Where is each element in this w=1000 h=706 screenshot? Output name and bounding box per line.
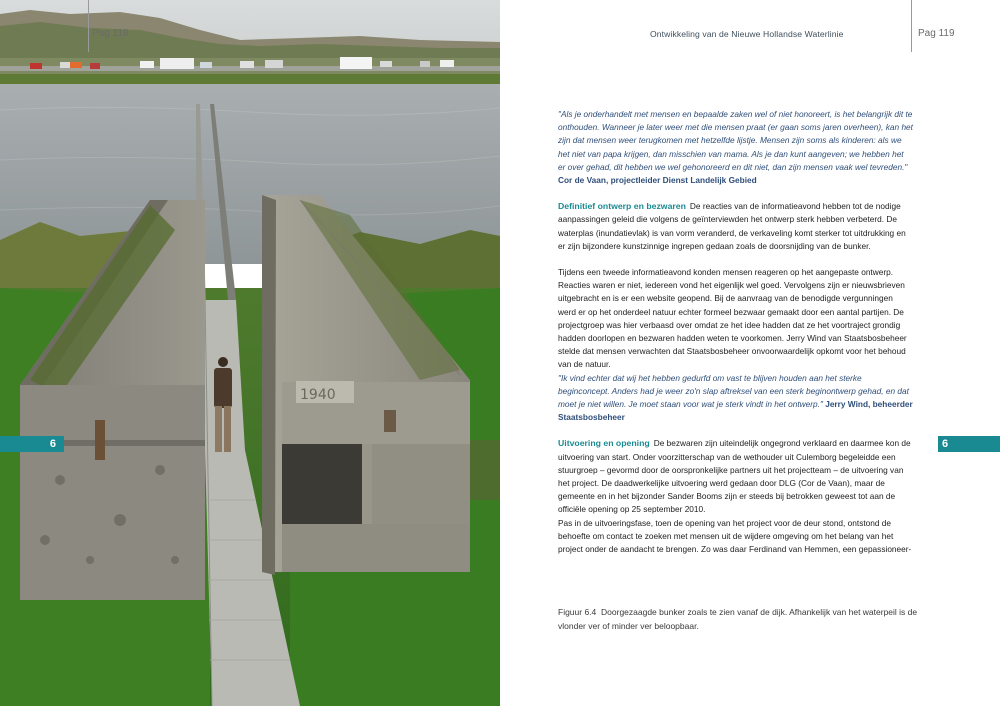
paragraph: De reacties van de informatieavond hebben tot de nodige aanpassingen geleid die volgens de geïnterviewden het ontwerp sterk hebben verbeterd. De waterplas (inundatievlak) is van vorm veranderd, de verkaveling komt sterker tot uitdrukking en er zijn bijzondere kunstzinnige ingrepen gedaan zoals de doorsnijding van de bunker. <box>558 201 906 251</box>
paragraph: De bezwaren zijn uiteindelijk ongegrond verklaard en daarmee kon de uitvoering van start. Onder voorzitterschap van de wethouder uit Culemborg begeleidde een stuurgroep – gevormd door de oorspronkelijke partners uit het projectteam – de uitvoering van het project. De daadwerkelijke uitvoering werd gedaan door DLG (Cor de Vaan), maar de gemeente en in het bijzonder Sander Booms zijn er steeds bij betrokken geweest tot aan de officiële opening op 25 september 2010. <box>558 438 911 515</box>
section-definitief-ontwerp <box>558 200 913 253</box>
caption-label: Figuur 6.4 <box>558 607 597 617</box>
quote-attribution: Jerry Wind, beheerder Staatsbosbeheer <box>558 399 913 423</box>
quote-text: "Als je onderhandelt met mensen en bepaalde zaken wel of niet honoreert, is het belangrijk dit te onthouden. Wanneer je later weer met die mensen praat (er gaan soms jaren overheen), kan het zijn dat mensen weer terugkomen met hetzelfde lijstje. Mensen zijn soms als kinderen: als we het niet van papa krijgen, dan misschien van mama. Als je dan kunt aangeven; we hebben het er over gehad, dit hebben we wel gehonoreerd en dit niet, dan zijn mensen vaak wel tevreden." <box>558 109 913 172</box>
right-page <box>500 0 1000 706</box>
page-number-left: Pag 118 <box>92 28 129 39</box>
caption-text: Doorgezaagde bunker zoals te zien vanaf de dijk. Afhankelijk van het waterpeil is de vlonder ver of minder ver beloopbaar. <box>558 607 918 631</box>
quote-jerry-wind <box>558 372 913 425</box>
paragraph-bezwaren: Tijdens een tweede informatieavond konden mensen reageren op het aangepaste ontwerp. Reacties waren er niet, iedereen vond het eigenlijk wel goed. Vervolgens zijn er nieuwsbrieven uitgebracht en is er een website geopend. Bij de aanvraag van de benodigde vergunningen werd er op het onderdeel natuur echter formeel bezwaar gemaakt door een aantal partijen. De projectgroep was hier verbaasd over omdat ze het idee hadden dat ze het voortraject grondig hadden doorlopen en bezwaren hadden weten te voorkomen. Jerry Wind van Staatsbosbeheer stelde dat mensen verwachten dat Staatsbosbeheer onvoorwaardelijk opkomt voor het behoud van de natuur. <box>558 267 907 370</box>
page-divider-left <box>88 0 89 52</box>
section-uitvoering <box>558 437 913 516</box>
section-heading: Uitvoering en opening <box>558 438 650 449</box>
paragraph-uitvoeringsfase: Pas in de uitvoeringsfase, toen de opening van het project voor de deur stond, ontstond de behoefte om contact te zoeken met mensen uit de wijdere omgeving om het belang van het project onder de aandacht te brengen. Zo was daar Ferdinand van Hemmen, een gepassioneer- <box>558 517 912 555</box>
quote-attribution: Cor de Vaan, projectleider Dienst Landelijk Gebied <box>558 175 757 186</box>
running-head: Ontwikkeling van de Nieuwe Hollandse Waterlinie <box>650 29 844 39</box>
quote-cor-de-vaan <box>558 108 913 187</box>
bunker-inscription: 1940 <box>300 387 336 403</box>
section-heading: Definitief ontwerp en bezwaren <box>558 201 686 212</box>
article-body <box>558 108 913 569</box>
figure-caption <box>558 606 918 633</box>
chapter-tab-left: 6 <box>0 436 64 452</box>
chapter-tab-right: 6 <box>938 436 1000 452</box>
page-divider-right <box>911 0 912 52</box>
page-number-right: Pag 119 <box>918 28 955 39</box>
quote-text: "Ik vind echter dat wij het hebben gedurfd om vast te blijven houden aan het sterke beginconcept. Anders had je weer zo'n slap aftreksel van een sterk beginontwerp gehad, en dat moet je niet willen. Je moet staan voor wat je sterk vindt in het ontwerp." <box>558 372 909 410</box>
